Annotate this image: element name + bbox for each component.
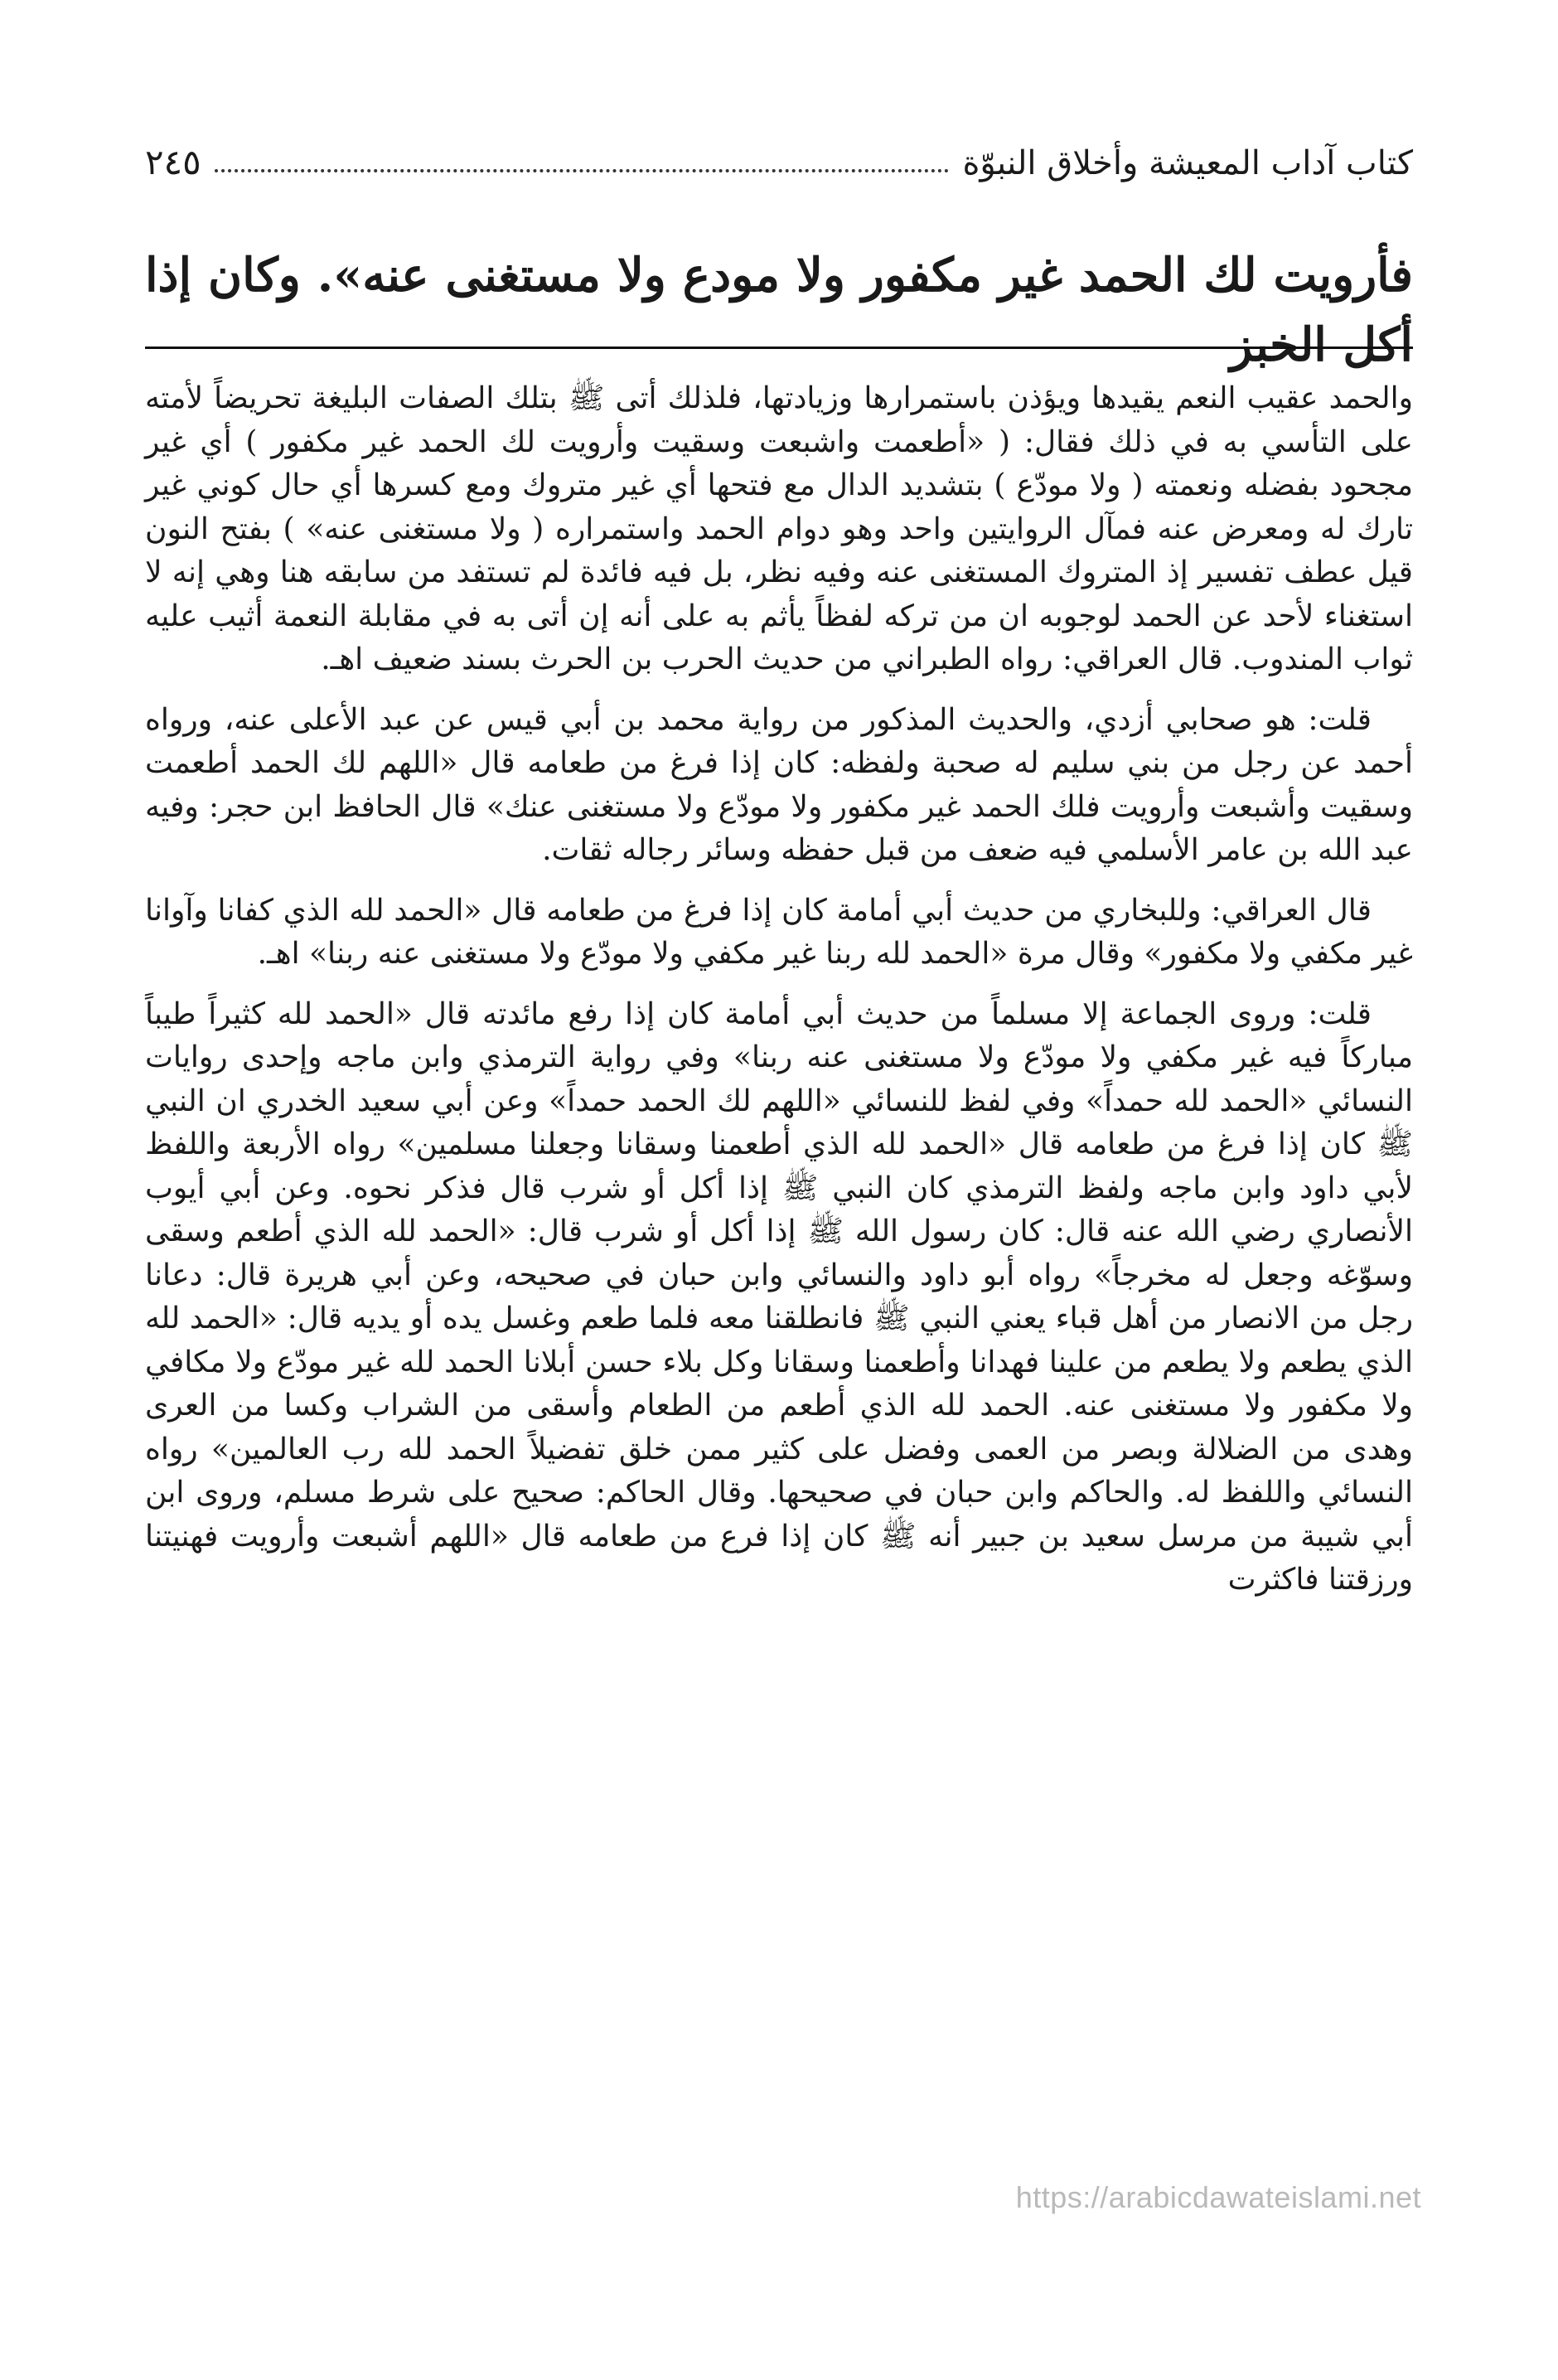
- page-number: ٢٤٥: [145, 142, 201, 182]
- commentary-paragraph: والحمد عقيب النعم يقيدها ويؤذن باستمرارها وزيادتها، فلذلك أتى ﷺ بتلك الصفات البليغة تحريضاً لأمته على التأسي به في ذلك فقال: ( «أطعمت واشبعت وسقيت وأرويت لك الحمد غير مكفور ) أي غير مجحود بفضله ونعمته ( ولا مودّع ) بتشديد الدال مع فتحها أي غير متروك ومع كسرها أي حال كوني غير تارك له ومعرض عنه فمآل الروايتين واحد وهو دوام الحمد واستمراره ( ولا مستغنى عنه» ) بفتح النون قيل عطف تفسير إذ المتروك المستغنى عنه وفيه نظر، بل فيه فائدة لم تستفد من سابقه هنا وهي إنه لا استغناء لأحد عن الحمد لوجوبه ان من تركه لفظاً يأثم به على أنه إن أتى به في مقابلة النعمة أثيب عليه ثواب المندوب. قال العراقي: رواه الطبراني من حديث الحرب بن الحرث بسند ضعيف اهـ.: [145, 381, 1413, 676]
- commentary-body: [145, 377, 1413, 1619]
- commentary-paragraph: قلت: هو صحابي أزدي، والحديث المذكور من رواية محمد بن أبي قيس عن عبد الأعلى عنه، ورواه أحمد عن رجل من بني سليم له صحبة ولفظه: كان إذا فرغ من طعامه قال «اللهم لك الحمد أطعمت وسقيت وأشبعت وأرويت فلك الحمد غير مكفور ولا مودّع ولا مستغنى عنك» قال الحافظ ابن حجر: وفيه عبد الله بن عامر الأسلمي فيه ضعف من قبل حفظه وسائر رجاله ثقات.: [145, 702, 1413, 867]
- separator-rule: [145, 347, 1413, 349]
- watermark-url: https://arabicdawateislami.net: [1015, 2180, 1421, 2214]
- book-title: كتاب آداب المعيشة وأخلاق النبوّة: [962, 144, 1413, 182]
- commentary-paragraph: قلت: وروى الجماعة إلا مسلماً من حديث أبي أمامة كان إذا رفع مائدته قال «الحمد لله كثيراً طيباً مباركاً فيه غير مكفي ولا مودّع ولا مستغنى عنه ربنا» وفي رواية الترمذي وابن ماجه وإحدى روايات النسائي «الحمد لله حمداً» وفي لفظ للنسائي «اللهم لك الحمد حمداً» وعن أبي سعيد الخدري ان النبي ﷺ كان إذا فرغ من طعامه قال «الحمد لله الذي أطعمنا وسقانا وجعلنا مسلمين» رواه الأربعة واللفظ لأبي داود وابن ماجه ولفظ الترمذي كان النبي ﷺ إذا أكل أو شرب قال فذكر نحوه. وعن أبي أيوب الأنصاري رضي الله عنه قال: كان رسول الله ﷺ إذا أكل أو شرب قال: «الحمد لله الذي أطعم وسقى وسوّغه وجعل له مخرجاً» رواه أبو داود والنسائي وابن حبان في صحيحه، وعن أبي هريرة قال: دعانا رجل من الانصار من أهل قباء يعني النبي ﷺ فانطلقنا معه فلما طعم وغسل يده أو يديه قال: «الحمد لله الذي يطعم ولا يطعم من علينا فهدانا وأطعمنا وسقانا وكل بلاء حسن أبلانا الحمد لله غير مودّع ولا مكافي ولا مكفور ولا مستغنى عنه. الحمد لله الذي أطعم من الطعام وأسقى من الشراب وكسا من العرى وهدى من الضلالة وبصر من العمى وفضل على كثير ممن خلق تفضيلاً الحمد لله رب العالمين» رواه النسائي واللفظ له. والحاكم وابن حبان في صحيحها. وقال الحاكم: صحيح على شرط مسلم، وروى ابن أبي شيبة من مرسل سعيد بن جبير أنه ﷺ كان إذا فرع من طعامه قال «اللهم أشبعت وأرويت فهنيتنا ورزقتنا فاكثرت: [145, 996, 1413, 1597]
- commentary-paragraph: قال العراقي: وللبخاري من حديث أبي أمامة كان إذا فرغ من طعامه قال «الحمد لله الذي كفانا وآوانا غير مكفي ولا مكفور» وقال مرة «الحمد لله ربنا غير مكفي ولا مودّع ولا مستغنى عنه ربنا» اهـ.: [145, 893, 1413, 971]
- header-dot-leader: [215, 169, 950, 172]
- running-header: [145, 124, 1413, 182]
- main-text: فأرويت لك الحمد غير مكفور ولا مودع ولا مستغنى عنه». وكان إذا أكل الخبز: [145, 248, 1413, 372]
